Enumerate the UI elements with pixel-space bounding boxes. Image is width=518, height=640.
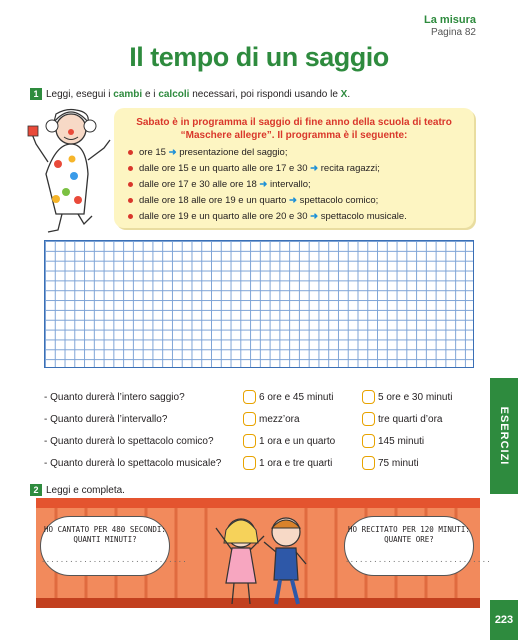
exercise-1-instruction: 1 Leggi, esegui i cambi e i calcoli necessari, poi rispondi usando le X.	[30, 88, 350, 100]
option-q1-1: 6 ore e 45 minuti	[259, 392, 334, 403]
arrow-icon: ➜	[289, 195, 297, 206]
bullet-icon	[128, 182, 133, 187]
question-1: - Quanto durerà l’intero saggio?	[44, 392, 185, 403]
section-header	[424, 14, 476, 38]
bullet-icon	[128, 198, 133, 203]
question-4: - Quanto durerà lo spettacolo musicale?	[44, 458, 222, 469]
page-number: 223	[490, 600, 518, 640]
arrow-icon: ➜	[310, 211, 319, 222]
arrow-icon: ➜	[168, 147, 177, 158]
question-2: - Quanto durerà l’intervallo?	[44, 414, 168, 425]
section-title: La misura	[424, 14, 476, 26]
exercise-1-number: 1	[30, 88, 42, 100]
checkbox-q4-opt1[interactable]	[243, 456, 256, 470]
speech-bubble-right: HO RECITATO PER 120 MINUTI: QUANTE ORE? ...............................	[344, 516, 474, 576]
checkbox-q3-opt1[interactable]	[243, 434, 256, 448]
calculation-grid[interactable]	[44, 240, 474, 368]
option-q2-2: tre quarti d’ora	[378, 414, 443, 425]
option-q3-1: 1 ora e un quarto	[259, 436, 336, 447]
checkbox-q2-opt2[interactable]	[362, 412, 375, 426]
bullet-icon	[128, 166, 133, 171]
program-item: dalle ore 17 e 30 alle ore 18 ➜ intervallo;	[128, 177, 407, 193]
page-reference: Pagina 82	[430, 27, 476, 38]
program-item: dalle ore 18 alle ore 19 e un quarto ➜ spettacolo comico;	[128, 193, 407, 209]
page-title: Il tempo di un saggio	[129, 42, 389, 72]
program-list	[128, 145, 407, 225]
question-3: - Quanto durerà lo spettacolo comico?	[44, 436, 214, 447]
answer-blank-right[interactable]: ...............................	[345, 556, 492, 564]
exercise-2-instruction: 2 Leggi e completa.	[30, 484, 125, 496]
program-intro: Sabato è in programma il saggio di fine anno della scuola di teatro “Maschere allegre”. Il programma è il seguente:	[136, 117, 452, 141]
arrow-icon: ➜	[259, 179, 268, 190]
answer-blank-left[interactable]: ...............................	[41, 556, 188, 564]
program-box	[114, 108, 474, 228]
exercise-2-number: 2	[30, 484, 42, 496]
checkbox-q4-opt2[interactable]	[362, 456, 375, 470]
option-q2-1: mezz’ora	[259, 414, 300, 425]
option-q1-2: 5 ore e 30 minuti	[378, 392, 453, 403]
side-tab-label: ESERCIZI	[498, 406, 510, 466]
side-tab	[490, 378, 518, 494]
checkbox-q3-opt2[interactable]	[362, 434, 375, 448]
checkbox-q1-opt2[interactable]	[362, 390, 375, 404]
clown-illustration	[26, 104, 116, 234]
checkbox-q2-opt1[interactable]	[243, 412, 256, 426]
option-q4-1: 1 ora e tre quarti	[259, 458, 333, 469]
bullet-icon	[128, 150, 133, 155]
arrow-icon: ➜	[310, 163, 319, 174]
program-item: dalle ore 15 e un quarto alle ore 17 e 30 ➜ recita ragazzi;	[128, 161, 407, 177]
option-q4-2: 75 minuti	[378, 458, 419, 469]
checkbox-q1-opt1[interactable]	[243, 390, 256, 404]
speech-bubble-left: HO CANTATO PER 480 SECONDI: QUANTI MINUTI? ...............................	[40, 516, 170, 576]
program-item: ore 15 ➜ presentazione del saggio;	[128, 145, 407, 161]
program-item: dalle ore 19 e un quarto alle ore 20 e 30 ➜ spettacolo musicale.	[128, 209, 407, 225]
bullet-icon	[128, 214, 133, 219]
option-q3-2: 145 minuti	[378, 436, 425, 447]
